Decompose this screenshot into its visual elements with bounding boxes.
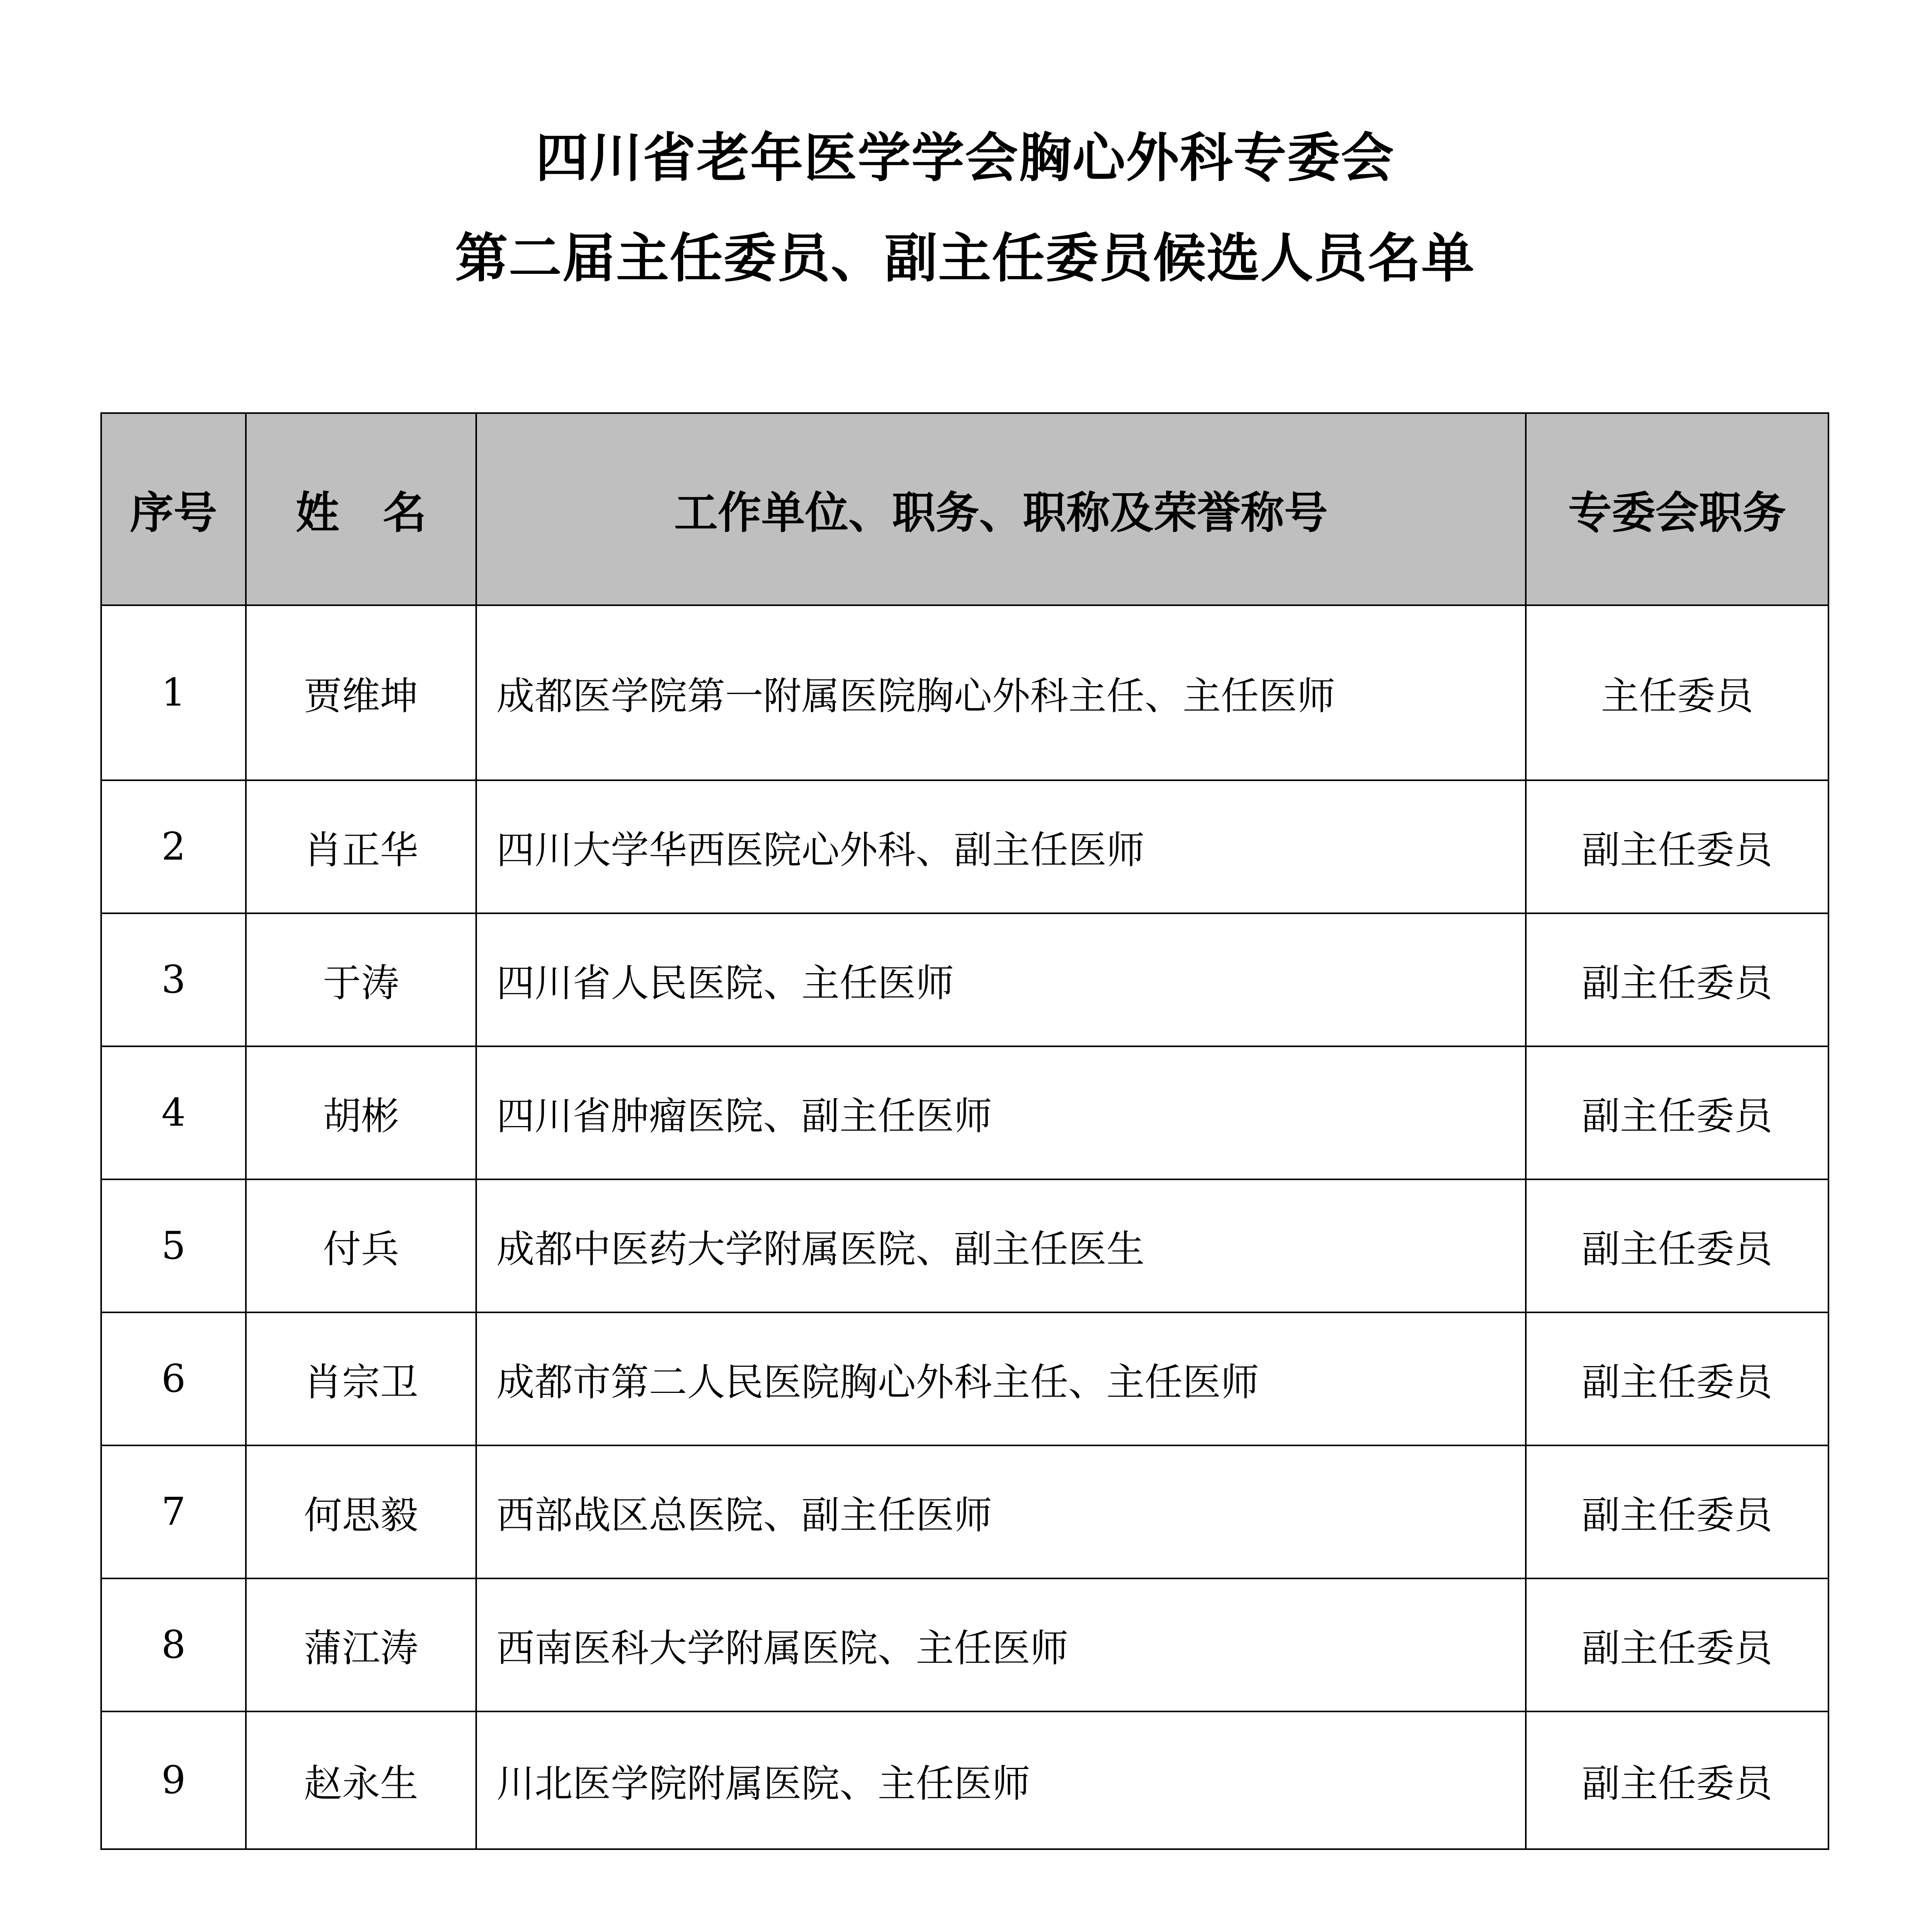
document-title-line-2: 第二届主任委员、副主任委员候选人员名单 <box>455 228 1475 289</box>
table-row <box>101 605 1828 780</box>
cell-name: 何思毅 <box>246 1445 476 1578</box>
cell-work-unit: 西部战区总医院、副主任医师 <box>476 1445 1526 1578</box>
header-serial-number: 序号 <box>101 413 246 605</box>
cell-committee-role: 副主任委员 <box>1526 1312 1828 1445</box>
cell-serial-number: 3 <box>101 913 246 1046</box>
table-row <box>101 913 1828 1046</box>
cell-committee-role: 副主任委员 <box>1526 913 1828 1046</box>
cell-work-unit: 四川省肿瘤医院、副主任医师 <box>476 1046 1526 1179</box>
cell-name: 肖正华 <box>246 780 476 913</box>
cell-serial-number: 9 <box>101 1711 246 1849</box>
cell-name: 贾维坤 <box>246 605 476 780</box>
table-row <box>101 1578 1828 1711</box>
table-row <box>101 1046 1828 1179</box>
cell-committee-role: 副主任委员 <box>1526 1046 1828 1179</box>
table-row <box>101 1312 1828 1445</box>
table-row <box>101 780 1828 913</box>
cell-name: 付兵 <box>246 1179 476 1312</box>
header-name: 姓 名 <box>246 413 476 605</box>
cell-serial-number: 7 <box>101 1445 246 1578</box>
cell-committee-role: 副主任委员 <box>1526 1445 1828 1578</box>
cell-committee-role: 主任委员 <box>1526 605 1828 780</box>
cell-committee-role: 副主任委员 <box>1526 780 1828 913</box>
cell-work-unit: 成都中医药大学附属医院、副主任医生 <box>476 1179 1526 1312</box>
table-row <box>101 1711 1828 1849</box>
cell-name: 蒲江涛 <box>246 1578 476 1711</box>
cell-name: 肖宗卫 <box>246 1312 476 1445</box>
table-header-row <box>101 413 1828 605</box>
cell-work-unit: 成都医学院第一附属医院胸心外科主任、主任医师 <box>476 605 1526 780</box>
table-row <box>101 1179 1828 1312</box>
cell-serial-number: 5 <box>101 1179 246 1312</box>
cell-work-unit: 成都市第二人民医院胸心外科主任、主任医师 <box>476 1312 1526 1445</box>
candidate-table <box>100 412 1829 1850</box>
cell-name: 赵永生 <box>246 1711 476 1849</box>
cell-committee-role: 副主任委员 <box>1526 1711 1828 1849</box>
cell-serial-number: 4 <box>101 1046 246 1179</box>
cell-work-unit: 西南医科大学附属医院、主任医师 <box>476 1578 1526 1711</box>
cell-serial-number: 8 <box>101 1578 246 1711</box>
cell-committee-role: 副主任委员 <box>1526 1578 1828 1711</box>
cell-work-unit: 四川省人民医院、主任医师 <box>476 913 1526 1046</box>
cell-work-unit: 四川大学华西医院心外科、副主任医师 <box>476 780 1526 913</box>
document-title-line-1: 四川省老年医学学会胸心外科专委会 <box>535 128 1395 189</box>
cell-work-unit: 川北医学院附属医院、主任医师 <box>476 1711 1526 1849</box>
cell-name: 于涛 <box>246 913 476 1046</box>
header-committee-role: 专委会职务 <box>1526 413 1828 605</box>
cell-serial-number: 2 <box>101 780 246 913</box>
cell-committee-role: 副主任委员 <box>1526 1179 1828 1312</box>
table-row <box>101 1445 1828 1578</box>
cell-serial-number: 6 <box>101 1312 246 1445</box>
cell-name: 胡彬 <box>246 1046 476 1179</box>
cell-serial-number: 1 <box>101 605 246 780</box>
header-work-unit: 工作单位、职务、职称及荣誉称号 <box>476 413 1526 605</box>
